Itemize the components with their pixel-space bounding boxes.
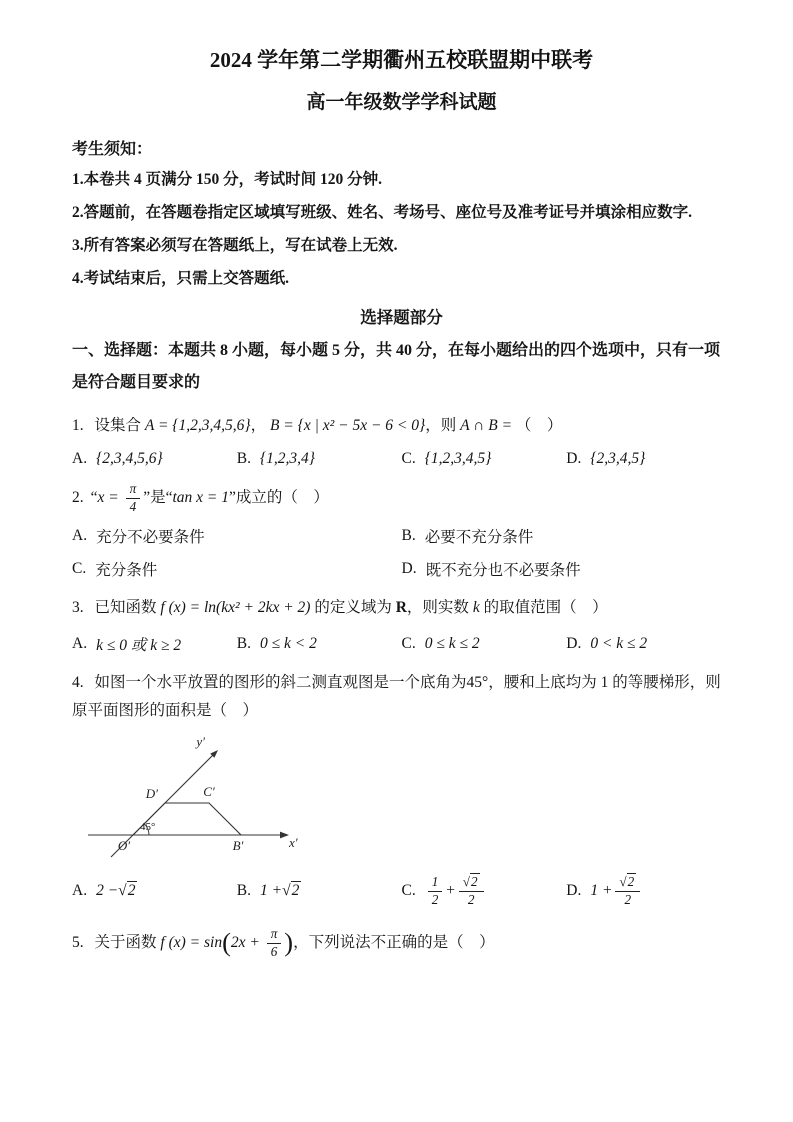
variable-k: k — [472, 598, 480, 616]
radicand: 2 — [291, 882, 300, 900]
option-b — [237, 635, 402, 653]
option-label: D. — [566, 634, 582, 652]
radicand: 2 — [127, 882, 136, 900]
point-d-label: D′ — [145, 785, 158, 801]
x-axis-label: x′ — [289, 834, 298, 850]
point-b-label: B′ — [232, 837, 244, 853]
fraction-sqrt2-over-2 — [615, 875, 640, 908]
question-4-stem — [72, 669, 731, 726]
option-c — [402, 635, 567, 653]
option-label: B. — [236, 882, 251, 900]
option-a — [72, 882, 237, 900]
option-label: D. — [401, 559, 417, 577]
sqrt-radical — [463, 873, 480, 889]
function-sin-expression: f (x) = sin — [160, 934, 223, 952]
sqrt-radical — [282, 882, 301, 900]
question-4-figure — [78, 732, 731, 865]
answer-blank: （ ） — [515, 416, 563, 434]
question-5-text: 关于函数 — [94, 934, 157, 952]
fraction-pi-over-6 — [267, 927, 282, 960]
condition-text: ”成立的（ ） — [229, 489, 329, 507]
question-4-text: 如图一个水平放置的图形的斜二测直观图是一个底角为45°，腰和上底均为 1 的等腰梯形，则原平面图形的面积是（ ） — [72, 673, 721, 720]
option-c — [402, 875, 567, 908]
question-3-number: 3. — [72, 598, 84, 616]
domain-text: 的定义域为 — [314, 598, 392, 616]
fraction-denominator: 6 — [267, 943, 282, 960]
statement-text: ，下列说法不正确的是（ ） — [293, 934, 495, 952]
option-d — [402, 558, 732, 580]
option-a — [72, 450, 237, 468]
option-label: C. — [401, 634, 416, 652]
sqrt-radical — [619, 873, 636, 889]
fraction-numerator — [615, 875, 640, 891]
quote-open: “ — [90, 489, 98, 507]
question-1-options — [72, 450, 731, 468]
y-axis-label: y′ — [196, 733, 205, 749]
notice-item-2: 2.答题前，在答题卷指定区域填写班级、姓名、考场号、座位号及准考证号并填涂相应数字. — [72, 204, 693, 222]
point-c-label: C′ — [203, 783, 215, 799]
function-expression: f (x) = ln(kx² + 2kx + 2) — [160, 598, 311, 616]
fraction-sqrt2-over-2 — [459, 875, 484, 908]
angle-45-label: 45° — [140, 820, 156, 833]
notice-title: 考生须知： — [72, 141, 153, 159]
set-b-expression: B = {x | x² − 5x − 6 < 0} — [269, 416, 426, 434]
radical-symbol: √ — [462, 873, 470, 889]
big-paren-close: ) — [284, 928, 294, 958]
question-1-text: 设集合 — [94, 416, 142, 434]
radicand: 2 — [627, 873, 635, 889]
option-c — [72, 558, 402, 580]
oblique-axonometric-diagram — [78, 732, 308, 865]
radical-symbol: √ — [118, 882, 127, 900]
option-value: {1,2,3,4} — [259, 450, 315, 468]
option-label: D. — [566, 450, 582, 468]
range-text: 的取值范围（ ） — [483, 598, 608, 616]
fraction-numerator — [459, 875, 484, 891]
radical-symbol: √ — [619, 873, 627, 889]
option-b — [237, 450, 402, 468]
question-2-stem — [72, 482, 731, 515]
option-value: 充分不必要条件 — [96, 528, 205, 546]
radicand: 2 — [471, 873, 478, 889]
fraction-numerator: π — [270, 926, 278, 942]
option-label: A. — [72, 450, 88, 468]
option-label: C. — [72, 559, 87, 577]
question-2-options — [72, 525, 731, 580]
big-paren-open: ( — [222, 928, 231, 958]
sqrt-radical — [118, 882, 137, 900]
fraction-denominator: 4 — [126, 498, 141, 515]
fraction-denominator: 2 — [428, 891, 443, 908]
fraction-one-half — [428, 875, 443, 908]
exam-title-line2: 高一年级数学学科试题 — [306, 92, 497, 114]
fraction-pi-over-4 — [126, 482, 141, 515]
option-d — [566, 875, 731, 908]
x-axis-arrowhead — [280, 832, 289, 839]
then-text: ，则实数 — [406, 598, 469, 616]
question-4-number: 4. — [72, 673, 84, 691]
point-o-label: O′ — [117, 837, 131, 853]
option-d — [566, 450, 731, 468]
exam-title-line1: 2024 学年第二学期衢州五校联盟期中联考 — [209, 48, 594, 72]
fraction-denominator: 2 — [459, 891, 484, 908]
option-label: B. — [236, 450, 251, 468]
notice-item-3: 3.所有答案必须写在答题纸上，写在试卷上无效. — [72, 237, 398, 255]
option-value: k ≤ 0 或 k ≥ 2 — [96, 636, 182, 654]
option-label: A. — [72, 526, 88, 544]
expression-prefix: 1 + — [259, 882, 283, 900]
option-label: A. — [72, 634, 88, 652]
reals-symbol: R — [395, 598, 407, 616]
option-value: 0 ≤ k ≤ 2 — [424, 634, 480, 652]
option-d — [566, 635, 731, 653]
question-1-number: 1. — [72, 416, 84, 434]
option-value: 必要不充分条件 — [424, 528, 534, 546]
fraction-numerator: 1 — [431, 873, 439, 889]
question-3-stem — [72, 594, 731, 623]
option-value: 充分条件 — [95, 561, 158, 579]
option-b — [402, 525, 732, 547]
option-a — [72, 633, 237, 655]
question-3-options — [72, 633, 731, 655]
fraction-denominator: 2 — [615, 891, 640, 908]
comma: ， — [250, 416, 267, 434]
set-a-expression: A = {1,2,3,4,5,6} — [144, 416, 251, 434]
option-label: A. — [72, 882, 88, 900]
option-b — [237, 882, 402, 900]
x-equals: x = — [97, 489, 119, 507]
question-2-number: 2. — [72, 489, 84, 507]
then-text: ，则 — [425, 416, 457, 434]
radical-symbol: √ — [282, 882, 291, 900]
question-3-text: 已知函数 — [94, 598, 157, 616]
section-intro: 一、选择题：本题共 8 小题，每小题 5 分，共 40 分，在每小题给出的四个选项中，只有一项是符合题目要求的 — [72, 342, 721, 391]
plus-operator: + — [445, 882, 456, 900]
notice-item-4: 4.考试结束后，只需上交答题纸. — [72, 270, 290, 288]
option-value: 既不充分也不必要条件 — [425, 561, 581, 579]
section-title: 选择题部分 — [360, 308, 443, 328]
option-value: 0 < k ≤ 2 — [590, 634, 648, 652]
option-value: {2,3,4,5} — [590, 450, 646, 468]
tan-expression: tan x = 1 — [172, 489, 229, 507]
question-1-stem — [72, 412, 731, 441]
option-label: C. — [401, 882, 416, 900]
expression-prefix: 2 − — [96, 882, 119, 900]
inner-expression: 2x + — [230, 934, 260, 952]
option-value: {2,3,4,5,6} — [96, 450, 163, 468]
option-value: {1,2,3,4,5} — [424, 450, 492, 468]
option-label: D. — [566, 882, 582, 900]
question-4-options — [72, 875, 731, 908]
notice-item-1: 1.本卷共 4 页满分 150 分，考试时间 120 分钟. — [72, 171, 383, 189]
option-a — [72, 525, 402, 547]
option-label: B. — [401, 526, 416, 544]
option-c — [402, 450, 567, 468]
option-label: B. — [236, 634, 251, 652]
option-label: C. — [401, 450, 416, 468]
intersection-expression: A ∩ B = — [460, 416, 513, 434]
quote-text: ”是“ — [143, 489, 173, 507]
question-5-number: 5. — [72, 934, 84, 952]
fraction-numerator: π — [129, 481, 137, 497]
expression-prefix: 1 + — [590, 882, 613, 900]
option-value: 0 ≤ k < 2 — [259, 634, 317, 652]
question-5-stem — [72, 927, 731, 960]
notice-section — [72, 136, 731, 291]
